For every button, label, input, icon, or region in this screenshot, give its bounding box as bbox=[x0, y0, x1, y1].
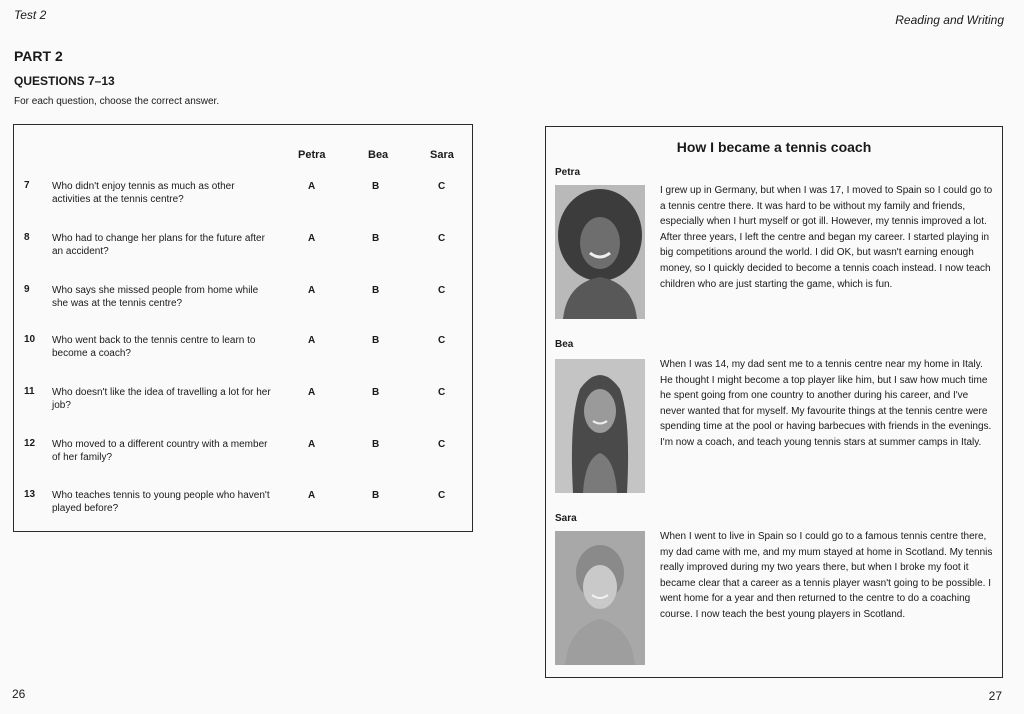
option-b[interactable]: B bbox=[372, 285, 380, 296]
person-name-bea: Bea bbox=[555, 339, 574, 350]
option-a[interactable]: A bbox=[308, 387, 316, 398]
option-b[interactable]: B bbox=[372, 233, 380, 244]
question-text: Who didn't enjoy tennis as much as other activities at the tennis centre? bbox=[52, 181, 235, 205]
question-text: Who moved to a different country with a member of her family? bbox=[52, 439, 268, 463]
option-b[interactable]: B bbox=[372, 335, 380, 346]
question-number: 9 bbox=[24, 284, 30, 295]
column-head-petra: Petra bbox=[298, 149, 326, 161]
question-row bbox=[14, 334, 472, 374]
question-number: 12 bbox=[24, 438, 36, 449]
option-a[interactable]: A bbox=[308, 181, 316, 192]
question-number: 8 bbox=[24, 232, 30, 243]
option-b[interactable]: B bbox=[372, 181, 380, 192]
person-text-bea: When I was 14, my dad sent me to a tennis centre near my home in Italy. He thought I might become a top player like him, but I saw how much time he spent going from one country to another during his career, and I've never wanted that for myself. My favourite things at the tennis centre were spending time at the pool or having barbecues with friends in the evenings. I'm now a coach, and teach young tennis stars at summer camps in Italy. bbox=[660, 359, 992, 448]
option-c[interactable]: C bbox=[438, 335, 446, 346]
question-row bbox=[14, 180, 472, 220]
instruction-text: For each question, choose the correct answer. bbox=[14, 96, 220, 107]
question-row bbox=[14, 489, 472, 529]
reading-box bbox=[545, 126, 1003, 678]
option-b[interactable]: B bbox=[372, 490, 380, 501]
question-text: Who teaches tennis to young people who haven't played before? bbox=[52, 490, 270, 514]
reading-title: How I became a tennis coach bbox=[676, 139, 872, 155]
question-text: Who had to change her plans for the future after an accident? bbox=[52, 233, 265, 257]
page-header-right: Reading and Writing bbox=[895, 13, 1004, 27]
option-a[interactable]: A bbox=[308, 490, 316, 501]
question-row bbox=[14, 284, 472, 324]
part-heading: PART 2 bbox=[14, 48, 63, 64]
question-row bbox=[14, 438, 472, 478]
option-b[interactable]: B bbox=[372, 439, 380, 450]
photo-bea bbox=[555, 359, 645, 493]
person-name-sara: Sara bbox=[555, 513, 577, 524]
person-name-petra: Petra bbox=[555, 167, 581, 178]
option-a[interactable]: A bbox=[308, 439, 316, 450]
page-number-left: 26 bbox=[12, 687, 26, 701]
photo-sara bbox=[555, 531, 645, 665]
person-text-petra: I grew up in Germany, but when I was 17, I moved to Spain so I could go to a tennis centre there. It was hard to be without my family and friends, especially when I hurt myself or got ill. However, my tennis improved a lot. After three years, I left the centre and began my career. I started playing in big competitions around the world. I did OK, but wasn't earning enough money, so I quickly decided to become a tennis coach instead. I now teach children who are just starting the game, which is fun. bbox=[660, 185, 993, 290]
option-b[interactable]: B bbox=[372, 387, 380, 398]
option-c[interactable]: C bbox=[438, 233, 446, 244]
questions-heading: QUESTIONS 7–13 bbox=[14, 74, 115, 88]
questions-box bbox=[13, 124, 473, 532]
question-number: 10 bbox=[24, 334, 36, 345]
option-a[interactable]: A bbox=[308, 285, 316, 296]
question-number: 11 bbox=[24, 386, 35, 397]
photo-petra bbox=[555, 185, 645, 319]
option-a[interactable]: A bbox=[308, 233, 316, 244]
option-c[interactable]: C bbox=[438, 285, 446, 296]
option-c[interactable]: C bbox=[438, 181, 446, 192]
column-head-bea: Bea bbox=[368, 149, 389, 161]
question-row bbox=[14, 386, 472, 426]
question-number: 13 bbox=[24, 489, 36, 500]
column-head-sara: Sara bbox=[430, 149, 454, 161]
option-c[interactable]: C bbox=[438, 439, 446, 450]
page-header-left: Test 2 bbox=[14, 8, 47, 22]
page-number-right: 27 bbox=[988, 689, 1002, 703]
option-c[interactable]: C bbox=[438, 490, 446, 501]
option-c[interactable]: C bbox=[438, 387, 446, 398]
question-text: Who says she missed people from home while she was at the tennis centre? bbox=[52, 285, 259, 309]
question-row bbox=[14, 232, 472, 272]
question-text: Who doesn't like the idea of travelling a lot for her job? bbox=[52, 387, 271, 411]
question-number: 7 bbox=[24, 180, 30, 191]
option-a[interactable]: A bbox=[308, 335, 316, 346]
person-text-sara: When I went to live in Spain so I could go to a famous tennis centre there, my dad came with me, and my mum stayed at home in Scotland. My tennis really improved during my two years there, but when I broke my foot it became clear that a career as a tennis player wasn't going to be possible. I went home for a year and then returned to the centre to do a coaching course. I now teach the best young players in Scotland. bbox=[660, 531, 993, 620]
question-text: Who went back to the tennis centre to learn to become a coach? bbox=[52, 335, 256, 359]
